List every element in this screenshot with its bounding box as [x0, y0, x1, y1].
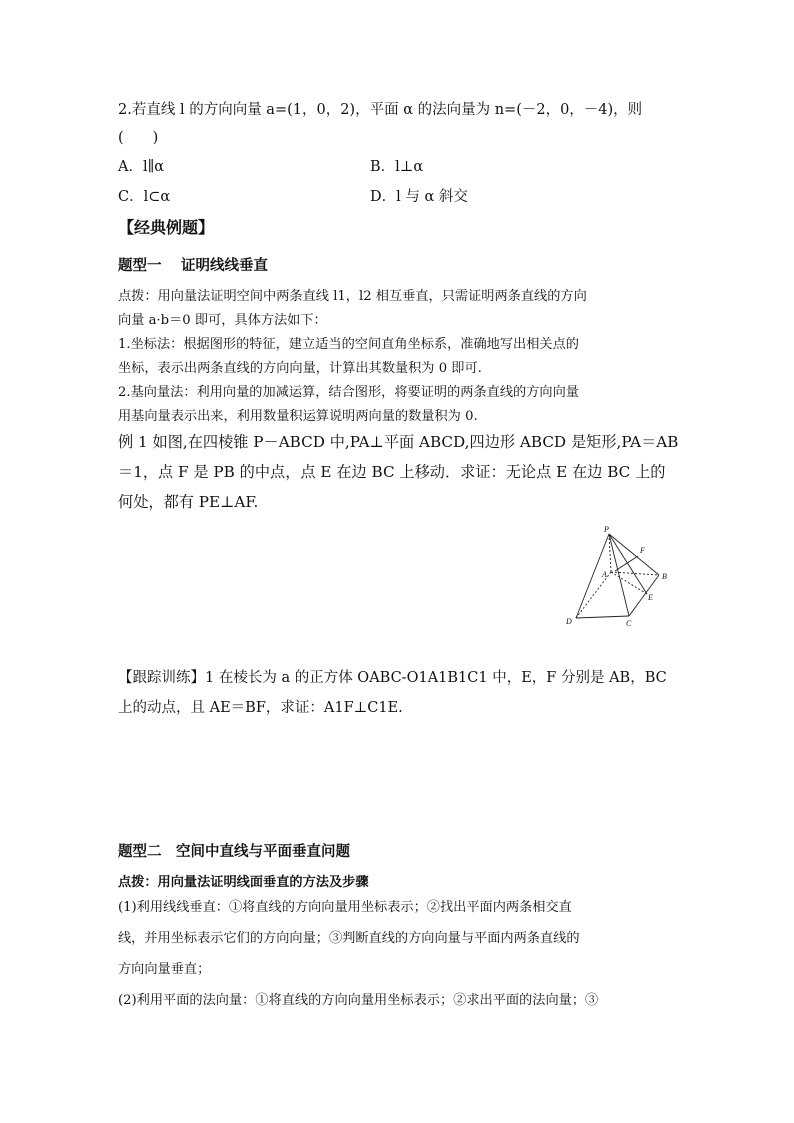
option-b: B．l⊥α [370, 159, 424, 175]
type1-tip-line4: 坐标，表示出两条直线的方向向量，计算出其数量积为 0 即可. [118, 361, 482, 376]
option-c: C．l⊂α [118, 189, 171, 205]
type2-step-line4: (2)利用平面的法向量：①将直线的方向向量用坐标表示；②求出平面的法向量；③ [118, 993, 599, 1008]
label-p: P [604, 525, 609, 534]
option-a: A．l∥α [118, 159, 165, 175]
label-b: B [662, 572, 667, 581]
follow-training-line1: 【跟踪训练】1 在棱长为 a 的正方体 OABC-O1A1B1C1 中，E，F 分别是 AB，BC [118, 670, 667, 686]
type1-tip-line1: 点拨：用向量法证明空间中两条直线 l1，l2 相互垂直，只需证明两条直线的方向 [118, 289, 587, 304]
option-d: D．l 与 α 斜交 [370, 189, 468, 205]
example1-line1: 例 1 如图,在四棱锥 P－ABCD 中,PA⊥平面 ABCD,四边形 ABCD 是矩形,PA＝AB [118, 433, 679, 451]
type2-step-line3: 方向向量垂直； [118, 962, 211, 977]
label-e: E [648, 593, 653, 602]
section-title: 【经典例题】 [118, 218, 215, 237]
type1-tip-line6: 用基向量表示出来，利用数量积运算说明两向量的数量积为 0. [118, 409, 478, 424]
type2-tip-title: 点拨：用向量法证明线面垂直的方法及步骤 [118, 875, 369, 890]
label-a: A [602, 570, 607, 579]
type1-tip-line2: 向量 a·b＝0 即可，具体方法如下： [118, 313, 327, 328]
question-2-line1: 2.若直线 l 的方向向量 a=(1，0，2)，平面 α 的法向量为 n=(－2，0，－4)，则 [118, 102, 643, 118]
follow-training-line2: 上的动点，且 AE＝BF，求证：A1F⊥C1E. [118, 700, 403, 716]
type1-title: 题型一 证明线线垂直 [118, 258, 269, 274]
label-f: F [640, 546, 645, 555]
example1-line2: ＝1，点 F 是 PB 的中点，点 E 在边 BC 上移动．求证：无论点 E 在边 BC 上的 [118, 463, 666, 481]
pyramid-figure [560, 522, 680, 632]
label-d: D [566, 617, 572, 626]
type2-step-line2: 线，并用坐标表示它们的方向向量；③判断直线的方向向量与平面内两条直线的 [118, 931, 580, 946]
type2-title: 题型二 空间中直线与平面垂直问题 [118, 844, 350, 860]
type1-tip-line3: 1.坐标法：根据图形的特征，建立适当的空间直角坐标系，准确地写出相关点的 [118, 337, 579, 352]
label-c: C [626, 619, 632, 628]
type2-step-line1: (1)利用线线垂直：①将直线的方向向量用坐标表示；②找出平面内两条相交直 [118, 900, 572, 915]
type1-tip-line5: 2.基向量法：利用向量的加减运算，结合图形，将要证明的两条直线的方向向量 [118, 385, 579, 400]
example1-line3: 何处，都有 PE⊥AF. [118, 493, 259, 511]
question-2-line2: ( ) [118, 130, 159, 146]
